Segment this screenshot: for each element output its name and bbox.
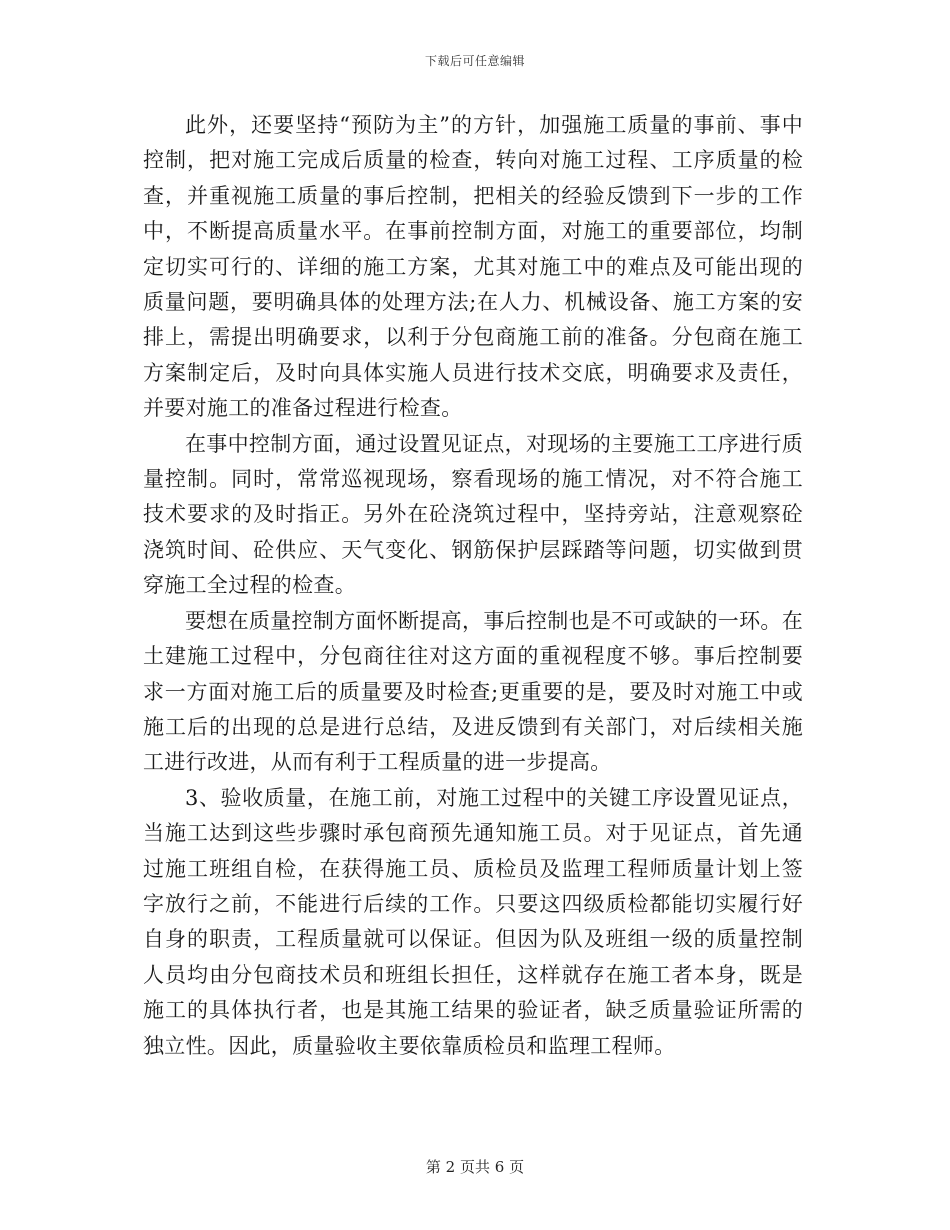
paragraph-1: 此外，还要坚持“预防为主”的方针，加强施工质量的事前、事中控制，把对施工完成后质量的检查，转向对施工过程、工序质量的检查，并重视施工质量的事后控制，把相关的经验反馈到下一步的工作中，不断提高质量水平。在事前控制方面，对施工的重要部位，均制定切实可行的、详细的施工方案，尤其对施工中的难点及可能出现的质量问题，要明确具体的处理方法;在人力、机械设备、施工方案的安排上，需提出明确要求，以利于分包商施工前的准备。分包商在施工方案制定后，及时向具体实施人员进行技术交底，明确要求及责任，并要对施工的准备过程进行检查。 xyxy=(143,113,803,421)
paragraph-2: 在事中控制方面，通过设置见证点，对现场的主要施工工序进行质量控制。同时，常常巡视现场，察看现场的施工情况，对不符合施工技术要求的及时指正。另外在砼浇筑过程中，坚持旁站，注意观察砼浇筑时间、砼供应、天气变化、钢筋保护层踩踏等问题，切实做到贯穿施工全过程的检查。 xyxy=(143,431,803,598)
page-number: 第 2 页共 6 页 xyxy=(425,1158,525,1176)
page-header: 下载后可任意编辑 xyxy=(424,54,525,68)
paragraph-3: 要想在质量控制方面怀断提高，事后控制也是不可或缺的一环。在土建施工过程中，分包商往往对这方面的重视程度不够。事后控制要求一方面对施工后的质量要及时检查;更重要的是，要及时对施工中或施工后的出现的总是进行总结，及进反馈到有关部门，对后续相关施工进行改进，从而有利于工程质量的进一步提高。 xyxy=(143,608,803,775)
paragraph-4: 3、验收质量，在施工前，对施工过程中的关键工序设置见证点，当施工达到这些步骤时承包商预先通知施工员。对于见证点，首先通过施工班组自检，在获得施工员、质检员及监理工程师质量计划上签字放行之前，不能进行后续的工作。只要这四级质检都能切实履行好自身的职责，工程质量就可以保证。但因为队及班组一级的质量控制人员均由分包商技术员和班组长担任，这样就存在施工者本身，既是施工的具体执行者，也是其施工结果的验证者，缺乏质量验证所需的独立性。因此，质量验收主要依靠质检员和监理工程师。 xyxy=(143,785,803,1058)
document-body xyxy=(143,108,803,1064)
